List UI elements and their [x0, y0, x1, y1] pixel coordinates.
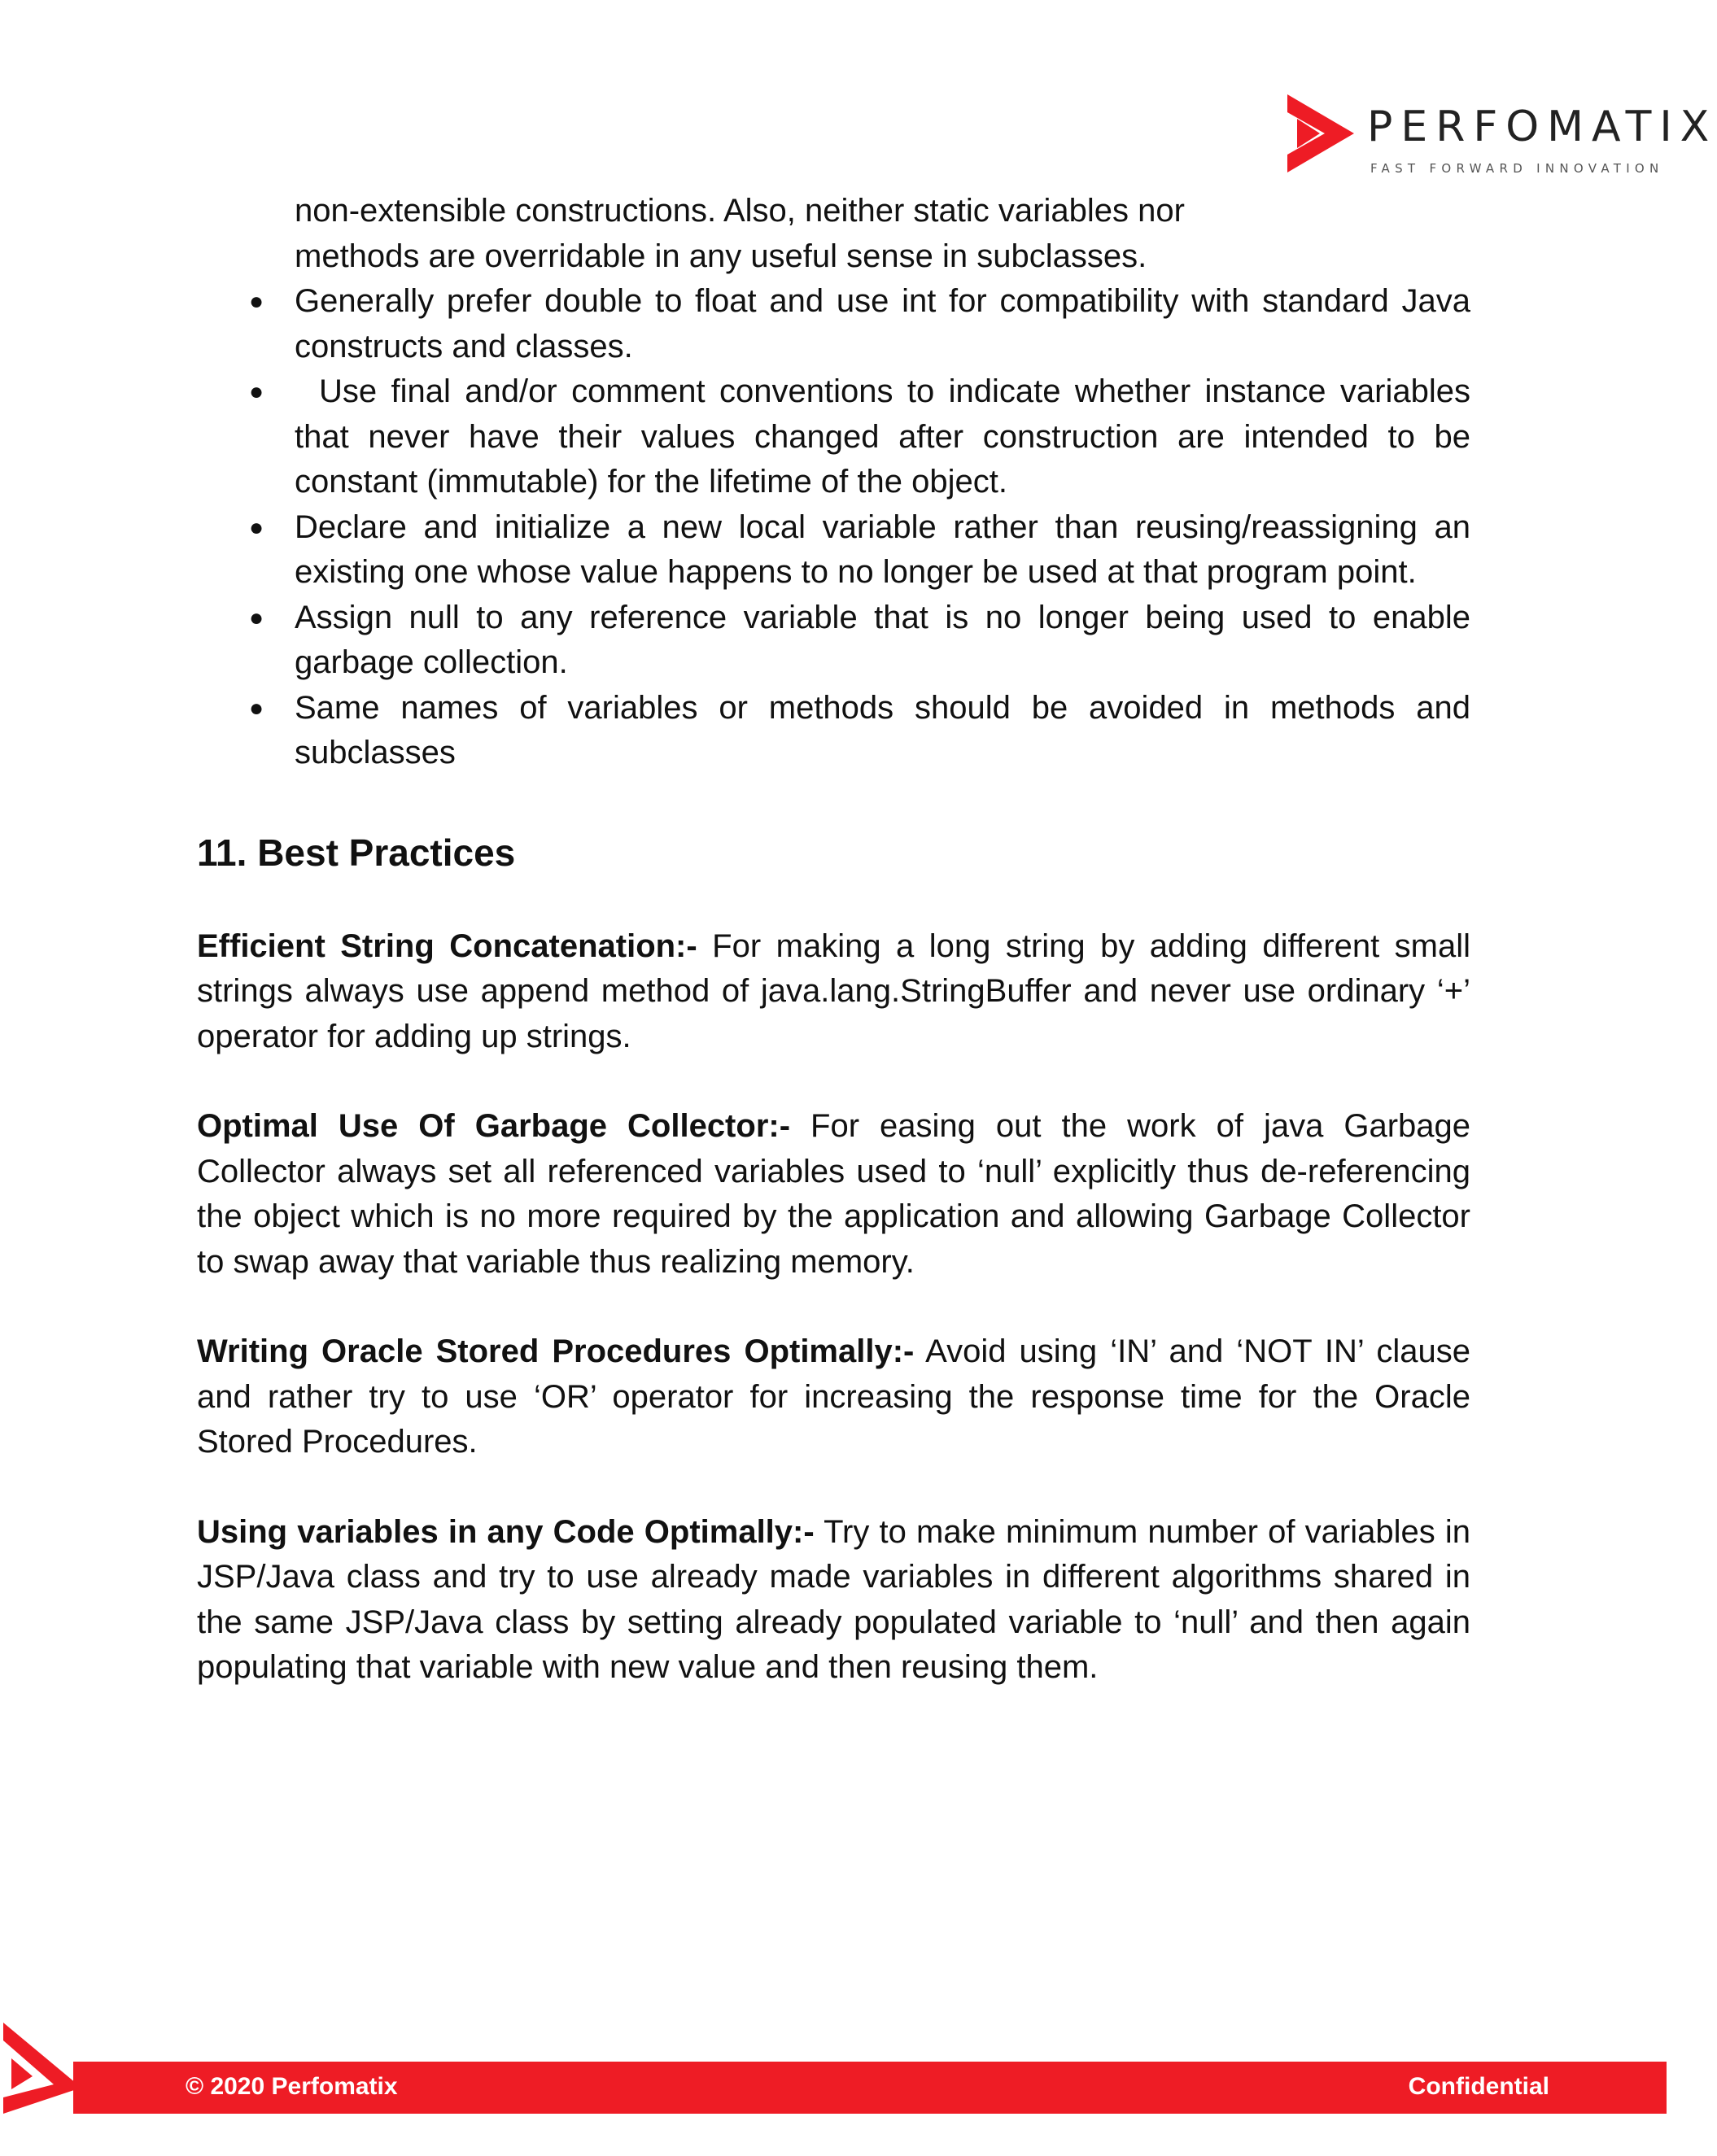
list-item	[197, 279, 1470, 369]
document-body	[197, 189, 1470, 1735]
bullet-list	[197, 279, 1470, 776]
section-title: 11. Best Practices	[197, 831, 516, 874]
practice-paragraph	[197, 1329, 1470, 1465]
list-item-text: Declare and initialize a new local variable rather than reusing/reassigning an existing one whose value happens to no longer be used at that program point.	[295, 508, 1470, 590]
practice-heading: Efficient String Concatenation:-	[197, 927, 697, 964]
list-item-text: Generally prefer double to float and use int for compatibility with standard Java constructs and classes.	[295, 283, 1470, 364]
practice-text: Try to make minimum number of variables in JSP/Java class and try to use already made variables in different algorithms shared in the same JSP/Java class by setting already populated variable to ‘null’ and then again populating that variable with new value and then reusing them.	[197, 1513, 1471, 1685]
practice-paragraph	[197, 1104, 1470, 1285]
practice-text: For making a long string by adding different small strings always use append method of java.lang.StringBuffer and never use ordinary ‘+’ operator for adding up strings.	[197, 927, 1470, 1054]
page-footer	[0, 2018, 1667, 2115]
bullet-icon: ●	[249, 288, 264, 315]
practice-text: For easing out the work of java Garbage Collector always set all referenced variables used to ‘null’ explicitly thus de-referencing the object which is no more required by the application and allowing Garbage Collector to swap away that variable thus realizing memory.	[197, 1108, 1470, 1280]
footer-copyright: © 2020 Perfomatix	[186, 2073, 398, 2100]
list-item-text: Use final and/or comment conventions to indicate whether instance variables that never have their values changed after construction are intended to be constant (immutable) for the lifetime of the object.	[295, 373, 1470, 500]
bullet-icon: ●	[249, 694, 264, 722]
footer-confidential: Confidential	[1408, 2073, 1549, 2100]
bullet-icon: ●	[249, 604, 264, 631]
practice-text: Avoid using ‘IN’ and ‘NOT IN’ clause and rather try to use ‘OR’ operator for increasing the response time for the Oracle Stored Procedures.	[197, 1333, 1470, 1460]
practice-heading: Writing Oracle Stored Procedures Optimally:-	[197, 1333, 915, 1369]
list-item	[197, 686, 1470, 776]
practice-paragraph	[197, 924, 1470, 1060]
practice-heading: Optimal Use Of Garbage Collector:-	[197, 1108, 791, 1144]
list-item	[197, 369, 1470, 505]
list-item-text: Same names of variables or methods should be avoided in methods and subclasses	[295, 689, 1470, 770]
logo-name: PERFOMATIX	[1367, 103, 1717, 151]
list-item	[197, 596, 1470, 686]
practice-paragraph	[197, 1510, 1470, 1691]
chevron-logo-icon	[0, 2018, 90, 2115]
company-logo	[1284, 88, 1717, 177]
practice-heading: Using variables in any Code Optimally:-	[197, 1513, 815, 1550]
continuation-line-2: methods are overridable in any useful sense in subclasses.	[295, 238, 1147, 274]
list-item	[197, 505, 1470, 596]
logo-tagline: FAST FORWARD INNOVATION	[1370, 161, 1664, 176]
list-item-text: Assign null to any reference variable that is no longer being used to enable garbage collection.	[295, 599, 1470, 680]
continuation-line-1: non-extensible constructions. Also, neither static variables nor	[295, 193, 1185, 229]
bullet-icon: ●	[249, 513, 264, 541]
perfomatix-logo-icon	[1284, 91, 1357, 176]
bullet-icon: ●	[249, 378, 264, 405]
